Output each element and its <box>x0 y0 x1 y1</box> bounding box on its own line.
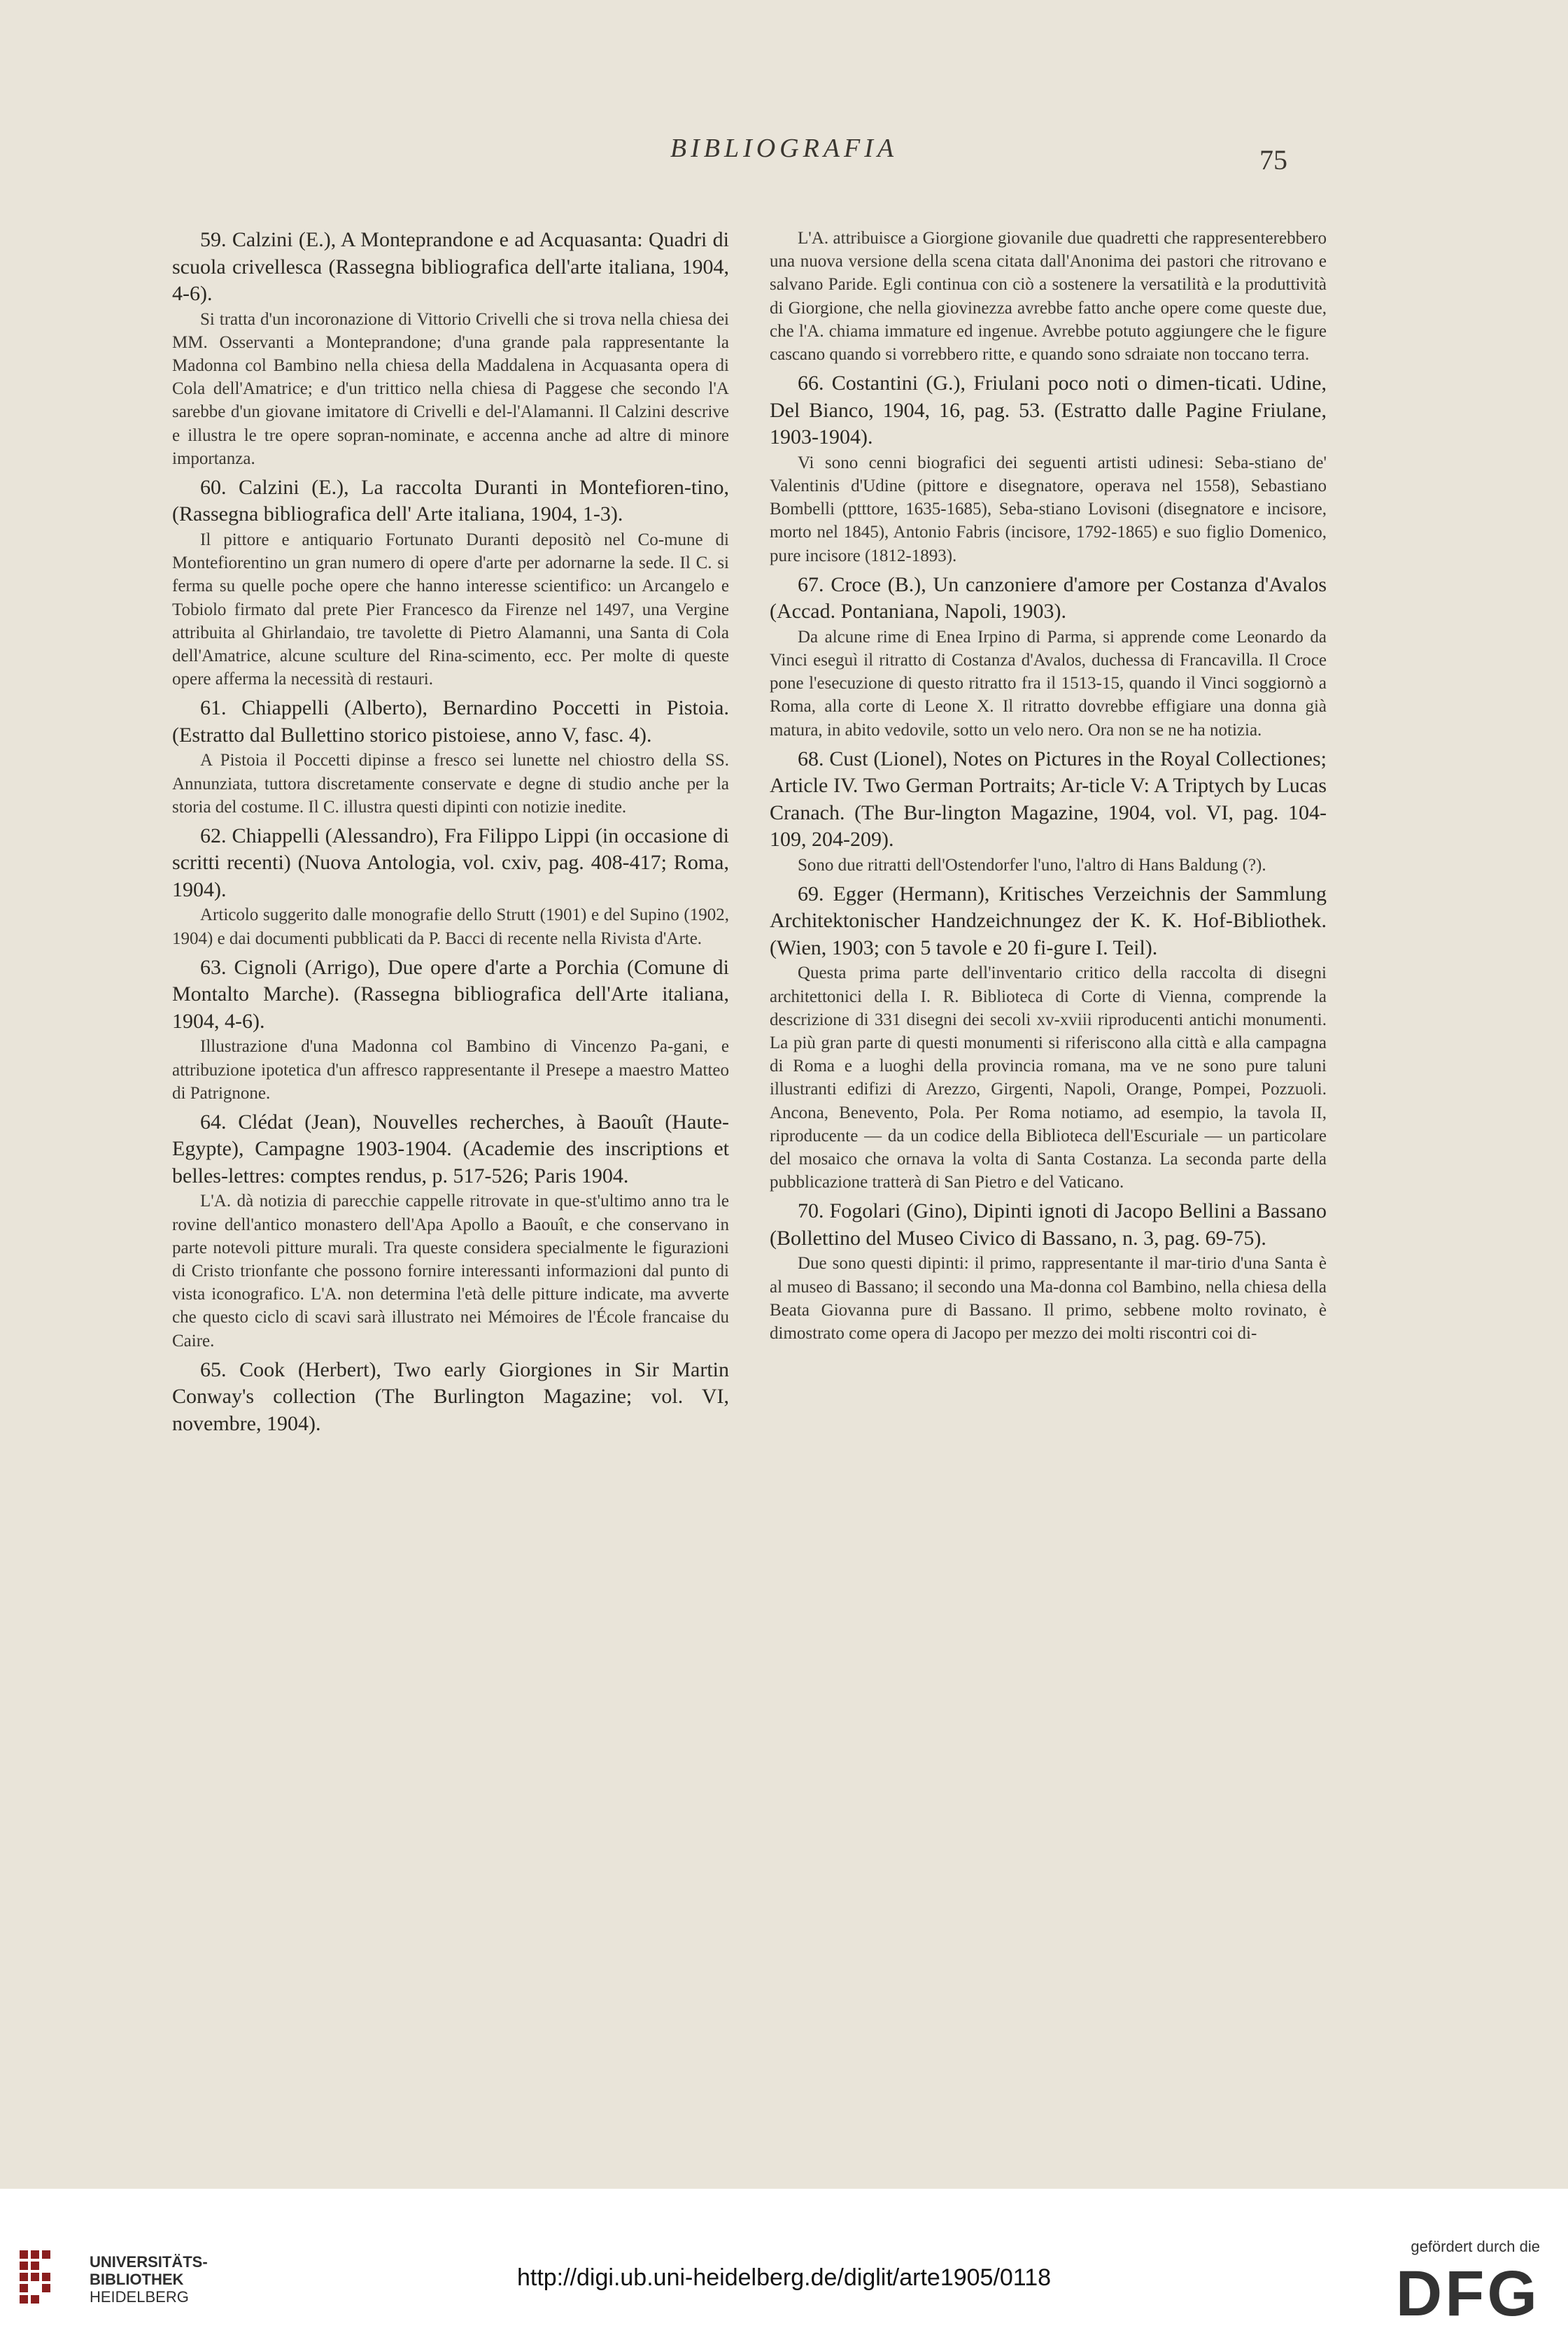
bibliography-entry: 69. Egger (Hermann), Kritisches Verzeichnis der Sammlung Architektonischer Handzeichnungez der K. K. Hof-Bibliothek. (Wien, 1903; con 5 tavole e 20 fi-gure I. Teil). <box>770 882 1327 959</box>
bibliography-entry: 63. Cignoli (Arrigo), Due opere d'arte a Porchia (Comune di Montalto Marche). (Rassegna bibliografica dell'Arte italiana, 1904, 4-6). <box>172 955 729 1033</box>
bibliography-entry: 64. Clédat (Jean), Nouvelles recherches, à Baouît (Haute-Egypte), Campagne 1903-1904. (Academie des inscriptions et belles-lettres: comptes rendus, p. 517-526; Paris 1904. <box>172 1110 729 1187</box>
document-url-link[interactable]: http://digi.ub.uni-heidelberg.de/diglit/arte1905/0118 <box>516 2264 1052 2291</box>
entry-annotation: Illustrazione d'una Madonna col Bambino di Vincenzo Pa-gani, e attribuzione ipotetica d'un affresco rappresentante il Presepe a maestro Matteo di Patrignone. <box>172 1037 729 1103</box>
entry-annotation: Da alcune rime di Enea Irpino di Parma, si apprende come Leonardo da Vinci eseguì il ritratto di Costanza d'Avalos, duchessa di Francavilla. Il Croce pone l'esecuzione di questo ritratto fra il 1513-15, quando il Vinci soggiornò a Roma, alla corte di Leone X. Il ritratto dovrebbe effigiare una donna già matura, in abito vedovile, sotto un velo nero. Ora non se ne ha notizia. <box>770 627 1327 740</box>
entry-annotation: Sono due ritratti dell'Ostendorfer l'uno, l'altro di Hans Baldung (?). <box>798 855 1266 875</box>
university-library-name: UNIVERSITÄTS- BIBLIOTHEK HEIDELBERG <box>90 2253 208 2306</box>
bibliography-entry: 60. Calzini (E.), La raccolta Duranti in Montefioren-tino, (Rassegna bibliografica dell' Arte italiana, 1904, 1-3). <box>172 475 729 526</box>
bibliography-entry: 68. Cust (Lionel), Notes on Pictures in the Royal Collectiones; Article IV. Two German Portraits; Ar-ticle V: A Triptych by Lucas Cranach. (The Bur-lington Magazine, 1904, vol. VI, pag. 104-109, 204-209). <box>770 747 1327 852</box>
entry-annotation: Due sono questi dipinti: il primo, rappresentante il mar-tirio d'una Santa è al museo di Bassano; il secondo una Ma-donna col Bambino, nella chiesa della Beata Giovanna pure di Bassano. Il primo, sebbene molto rovinato, è dimostrato come opera di Jacopo per mezzo dei molti riscontri coi di- <box>770 1254 1327 1343</box>
viewer-footer <box>0 2189 1568 2349</box>
bibliography-entry: 67. Croce (B.), Un canzoniere d'amore per Costanza d'Avalos (Accad. Pontaniana, Napoli, 1903). <box>770 572 1327 623</box>
bibliography-entry: 61. Chiappelli (Alberto), Bernardino Poccetti in Pistoia. (Estratto dal Bullettino storico pistoiese, anno V, fasc. 4). <box>172 696 729 747</box>
running-title: BIBLIOGRAFIA <box>670 134 898 163</box>
bibliography-entry: 59. Calzini (E.), A Monteprandone e ad Acquasanta: Quadri di scuola crivellesca (Rassegna bibliografica dell'arte italiana, 1904, 4-6). <box>172 228 729 305</box>
entry-annotation: A Pistoia il Poccetti dipinse a fresco sei lunette nel chiostro della SS. Annunziata, tuttora discretamente conservate e degne di studio anche per la storia del costume. Il C. illustra questi dipinti con notizie inedite. <box>172 751 729 817</box>
entry-annotation: L'A. dà notizia di parecchie cappelle ritrovate in que-st'ultimo anno tra le rovine dell'antico monastero dell'Apa Apollo a Baouît, e che conservano in parte notevoli pitture murali. Tra queste considera specialmente le figurazioni di Cristo trionfante che possono fornire interessanti informazioni dal punto di vista iconografico. L'A. non determina l'età delle pitture indicate, ma avverte che questo ciclo di scavi sarà illustrato nei Mémoires de l'École francaise du Caire. <box>172 1192 729 1350</box>
entry-annotation: Articolo suggerito dalle monografie dello Strutt (1901) e del Supino (1902, 1904) e dai documenti pubblicati da P. Bacci di recente nella Rivista d'Arte. <box>172 905 729 948</box>
dfg-logo: DFG <box>1395 2258 1540 2329</box>
entry-annotation: Si tratta d'un incoronazione di Vittorio Crivelli che si trova nella chiesa dei MM. Osservanti a Monteprandone; d'una grande pala rappresentante la Madonna col Bambino nella chiesa della Maddalena in Acquasanta opera di Cola dell'Amatrice; e d'un trittico nella chiesa di Paggese che secondo l'A sarebbe d'un giovane imitatore di Crivelli e del-l'Alamanni. Il Calzini descrive e illustra le tre opere sopran-nominate, e accenna anche ad altre di minore importanza. <box>172 309 729 468</box>
left-column <box>172 227 729 1437</box>
bibliography-entry: 66. Costantini (G.), Friulani poco noti o dimen-ticati. Udine, Del Bianco, 1904, 16, pag. 53. (Estratto dalle Pagine Friulane, 1903-1904). <box>770 372 1327 449</box>
page-number: 75 <box>1259 144 1287 176</box>
entry-annotation: Vi sono cenni biografici dei seguenti artisti udinesi: Seba-stiano de' Valentinis d'Udine (pittore e disegnatore, operava nel 1558), Sebastiano Bombelli (ptttore, 1635-1685), Seba-stiano Lovisoni (disegnatore e incisore, morto nel 1845), Antonio Fabris (incisore, 1792-1865) e suo figlio Domenico, pure incisore (1812-1893). <box>770 453 1327 565</box>
bibliography-entry: 65. Cook (Herbert), Two early Giorgiones in Sir Martin Conway's collection (The Burlington Magazine; vol. VI, novembre, 1904). <box>172 1357 729 1435</box>
entry-annotation: L'A. attribuisce a Giorgione giovanile due quadretti che rappresenterebbero una nuova versione della scena citata dall'Anonima dei pastori che ritrovano e salvano Paride. Egli continua con ciò a sostenere la versatilità e la produttività di Giorgione, che nella giovinezza avrebbe fatto anche opere come queste due, che l'A. chiama immature ed ingenue. Avrebbe potuto aggiungere che le figure cascano quando si vorrebbero ritte, e quando sono sdraiate non toccano terra. <box>770 229 1327 365</box>
bibliography-entry: 70. Fogolari (Gino), Dipinti ignoti di Jacopo Bellini a Bassano (Bollettino del Museo Civico di Bassano, n. 3, pag. 69-75). <box>770 1199 1327 1250</box>
funding-note: gefördert durch die <box>1411 2238 1540 2255</box>
entry-annotation: Il pittore e antiquario Fortunato Duranti depositò nel Co-mune di Montefiorentino un gran numero di opere d'arte per adornarne la sede. Il C. si ferma su quelle poche opere che hanno interesse scientifico: un Arcangelo e Tobiolo firmato dal prete Pier Francesco da Firenze nel 1497, una Vergine attribuita al Ghirlandaio, tre tavolette di Pietro Alamanni, una Santa di Cola dell'Amatrice, alcune sculture del Rina-scimento, ecc. Per molte di queste opere afferma la necessità di restauri. <box>172 530 729 689</box>
right-column <box>770 227 1327 1349</box>
bibliography-entry: 62. Chiappelli (Alessandro), Fra Filippo Lippi (in occasione di scritti recenti) (Nuova Antologia, vol. cxiv, pag. 408-417; Roma, 1904). <box>172 824 729 901</box>
entry-annotation: Questa prima parte dell'inventario critico della raccolta di disegni architettonici della I. R. Biblioteca di Corte di Vienna, comprende la descrizione di 331 disegni dei secoli xv-xviii riproducenti antichi monumenti. La più gran parte di questi monumenti si riferiscono alla città e alla campagna di Roma e a luoghi della provincia romana, ma ve ne sono pure taluni illustranti edifizi di Arezzo, Girgenti, Napoli, Orange, Pompei, Pozzuoli. Ancona, Benevento, Pola. Per Roma notiamo, ad esempio, la tavola II, riproducente — da un codice della Biblioteca dell'Escuriale — un particolare del mosaico che ornava la volta di Santa Costanza. La seconda parte della pubblicazione tratterà di San Pietro e del Vaticano. <box>770 964 1327 1192</box>
